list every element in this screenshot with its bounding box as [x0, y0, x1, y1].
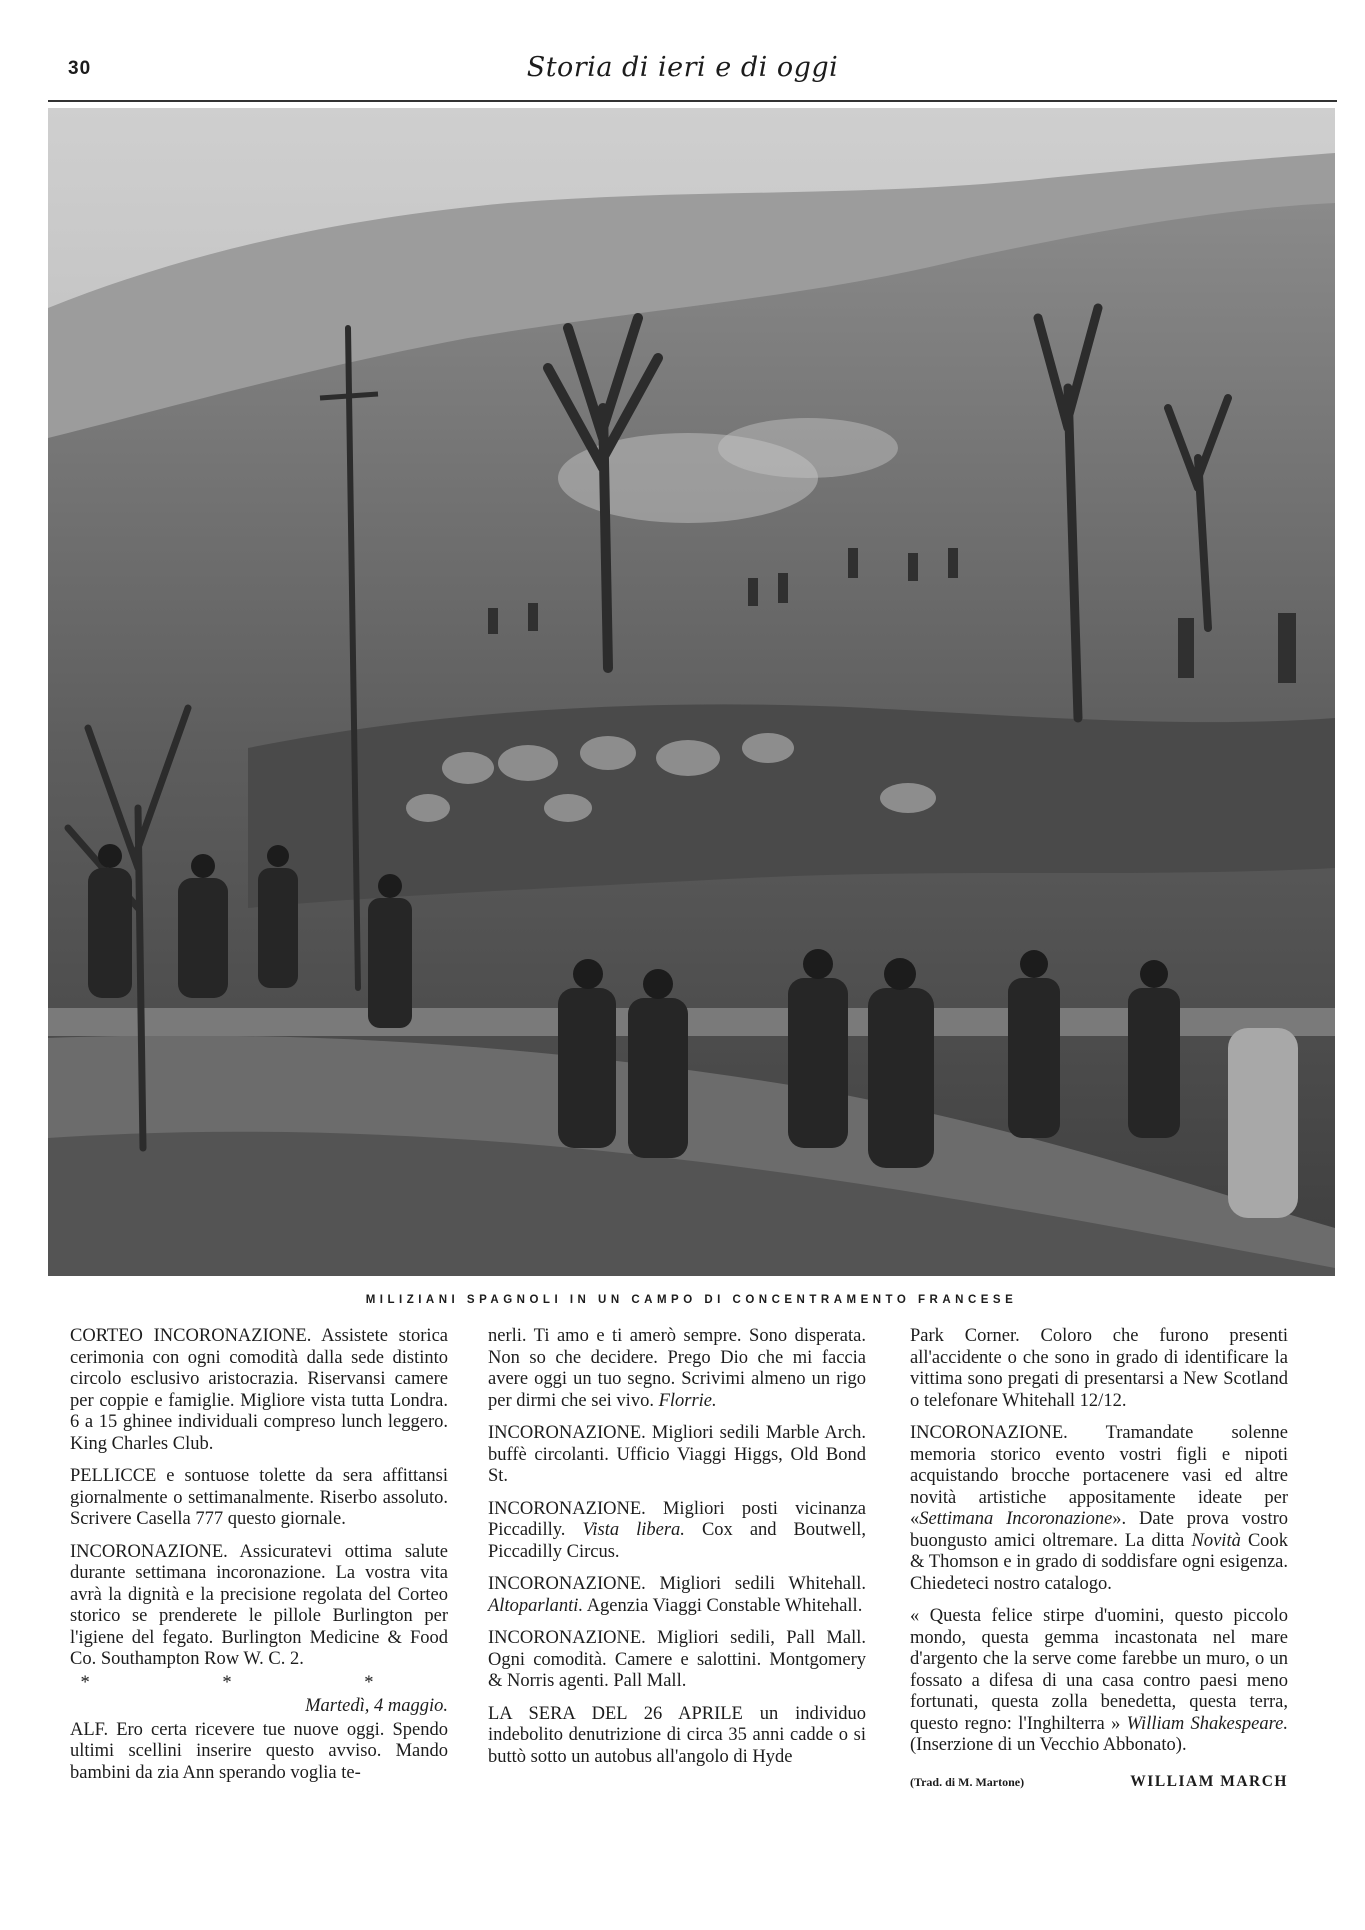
ad-souvenirs [910, 1423, 1288, 1595]
notice-hyde-park-corner: Park Corner. Coloro che furono presenti all'accidente o che sono in grado di identificare la vittima sono pregati di presentarsi a New Scotland o telefonare Whitehall 12/12. [910, 1326, 1288, 1411]
ad-alf-personal: ALF. Ero certa ricevere tue nuove oggi. Spendo ultimi scellini inserire questo avviso. Mando bambini da zia Ann sperando voglia te- [70, 1719, 448, 1783]
running-title: Storia di ieri e di oggi [526, 52, 839, 83]
photo-illustration [48, 108, 1335, 1276]
ad-souvenirs-c: Cook & Thomson e in grado di soddisfare ogni esigenza. Chiedeteci nostro catalogo. [910, 1530, 1289, 1594]
quote-shakespeare-author: William Shakespeare. [1126, 1713, 1288, 1734]
translator-credit: (Trad. di M. Martone) [910, 1774, 1025, 1789]
ad-pellicce: PELLICCE e sontuose tolette da sera affittansi giornalmente o settimanalmente. Riserbo assoluto. Scrivere Casella 777 questo giornale. [70, 1466, 448, 1529]
ad-whitehall [488, 1574, 866, 1617]
quote-shakespeare [910, 1606, 1288, 1757]
text-column-1 [70, 1326, 448, 1795]
ad-piccadilly-a: INCORONAZIONE. Migliori posti vicinanza Piccadilly. [488, 1498, 866, 1540]
section-separator: * * * [80, 1672, 438, 1693]
dateline: Martedì, 4 maggio. [305, 1696, 448, 1716]
ad-souvenirs-em2: Novità [1191, 1530, 1241, 1551]
ad-corteo-incoronazione: CORTEO INCORONAZIONE. Assistete storica cerimonia con ogni comodità dalla sede distinto circolo esclusivo aristocrazia. Riservansi camere per coppie e famiglie. Migliore vista tutta Londra. 6 a 15 ghinee individuali compreso lunch leggero. King Charles Club. [70, 1326, 448, 1454]
header-rule [48, 100, 1337, 102]
quote-shakespeare-b: (Inserzione di un Vecchio Abbonato). [910, 1735, 1187, 1755]
ad-souvenirs-a: INCORONAZIONE. Tramandate solenne memoria storico evento vostri figli e nipoti acquistando brocche portacenere vasi ed altre novità artistiche appositamente ideate per « [910, 1423, 1288, 1529]
author-name: WILLIAM MARCH [1130, 1772, 1288, 1790]
ad-whitehall-a: INCORONAZIONE. Migliori sedili Whitehall. [488, 1574, 866, 1594]
signoff [910, 1771, 1288, 1794]
ad-burlington-pills: INCORONAZIONE. Assicuratevi ottima salute durante settimana incoronazione. La vostra vita avrà la dignità e la precisione regolata del Corteo storico se prenderete le pillole Burlington per l'igiene del fegato. Burlington Medicine & Food Co. Southampton Row W. C. 2. [70, 1541, 448, 1669]
quote-shakespeare-a: « Questa felice stirpe d'uomini, questo piccolo mondo, questa gemma incastonata nel mare d'argento che la serve come farebbe un muro, o un fossato a difesa di una casa contro paesi meno fortunati, questa zolla benedetta, questa terra, questo regno: l'Inghilterra » [910, 1606, 1288, 1734]
ad-souvenirs-b: ». Date prova vostro buongusto amici oltremare. La ditta [910, 1509, 1288, 1551]
notice-26-aprile: LA SERA DEL 26 APRILE un individuo indebolito denutrizione di circa 35 anni cadde o si buttò sotto un autobus all'angolo di Hyde [488, 1703, 866, 1767]
ad-piccadilly-em: Vista libera. [582, 1520, 685, 1540]
page-number: 30 [68, 58, 92, 79]
ad-alf-continued-text: nerli. Ti amo e ti amerò sempre. Sono disperata. Non so che decidere. Prego Dio che mi faccia avere oggi un tuo segno. Scrivimi almeno un rigo per dirmi che sei vivo. [488, 1326, 866, 1411]
text-column-2 [488, 1326, 866, 1779]
text-column-3 [910, 1326, 1288, 1793]
ad-whitehall-b: Agenzia Viaggi Constable Whitehall. [586, 1595, 863, 1616]
ad-piccadilly-b: Cox and Boutwell, Piccadilly Circus. [488, 1520, 867, 1562]
ad-whitehall-em: Altoparlanti. [488, 1595, 584, 1616]
ad-alf-signature: Florrie. [658, 1390, 717, 1411]
ad-alf-continued [488, 1326, 866, 1412]
ad-piccadilly [488, 1499, 866, 1564]
ad-souvenirs-em1: Settimana Incoronazione [919, 1509, 1113, 1529]
ad-pall-mall: INCORONAZIONE. Migliori sedili, Pall Mall. Ogni comodità. Camere e salottini. Montgomery & Norris agenti. Pall Mall. [488, 1628, 866, 1691]
photo-caption: MILIZIANI SPAGNOLI IN UN CAMPO DI CONCENTRAMENTO FRANCESE [365, 1294, 1018, 1306]
photograph-concentration-camp [48, 108, 1335, 1276]
ad-marble-arch: INCORONAZIONE. Migliori sedili Marble Arch. buffè circolanti. Ufficio Viaggi Higgs, Old Bond St. [488, 1423, 866, 1486]
